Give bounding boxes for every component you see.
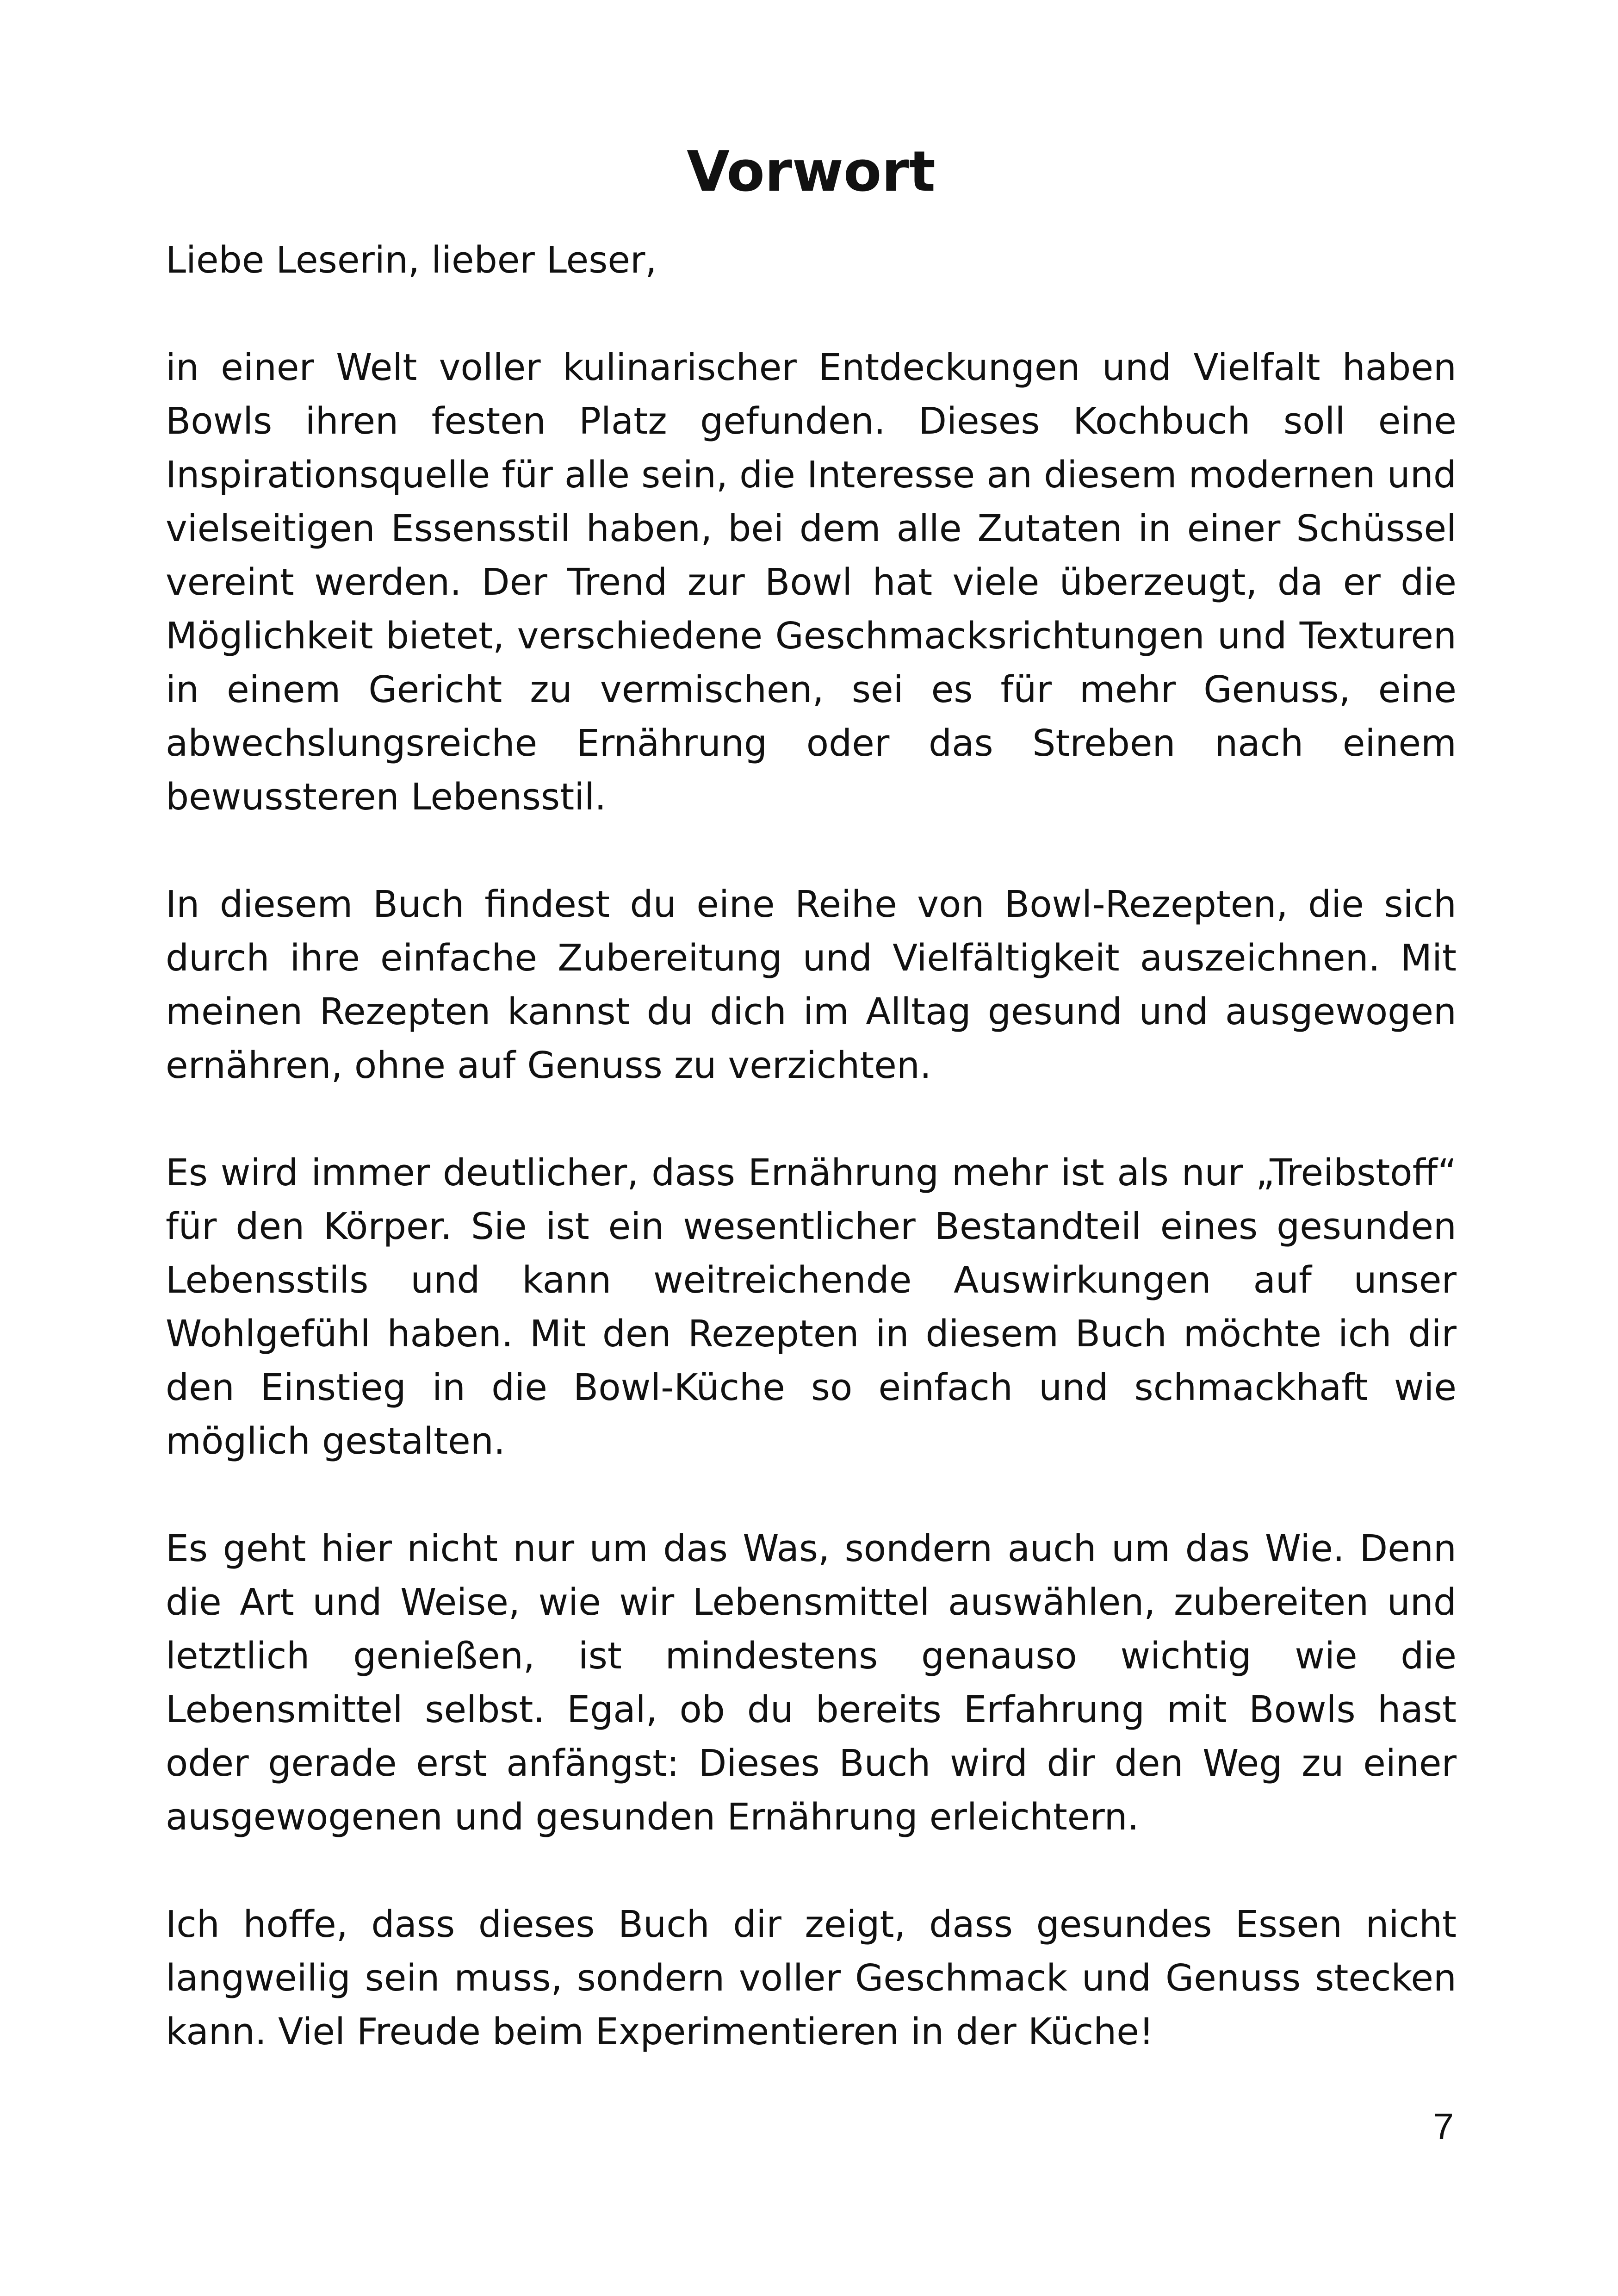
page-number: 7	[1433, 2106, 1454, 2147]
paragraph-3: Es wird immer deutlicher, dass Ernährung mehr ist als nur „Treibstoff“ für den Körper. Sie ist ein wesentlicher Bestandteil eines gesunden Lebensstils und kann weitreichende Auswirkungen auf unser Wohlgefühl haben. Mit den Rezepten in diesem Buch möchte ich dir den Einstieg in die Bowl-Küche so einfach und schmackhaft wie möglich gestalten.	[166, 1151, 1457, 1462]
paragraph-5: Ich hoffe, dass dieses Buch dir zeigt, dass gesundes Essen nicht langweilig sein muss, sondern voller Geschmack und Genuss stecken kann. Viel Freude beim Experimentieren in der Küche!	[166, 1903, 1457, 2053]
salutation: Liebe Leserin, lieber Leser,	[166, 239, 657, 281]
page-title: Vorwort	[687, 140, 936, 204]
paragraph-2: In diesem Buch findest du eine Reihe von Bowl-Rezepten, die sich durch ihre einfache Zubereitung und Vielfältigkeit auszeichnen. Mit meinen Rezepten kannst du dich im Alltag gesund und ausgewogen ernähren, ohne auf Genuss zu verzichten.	[166, 883, 1457, 1087]
page-content	[166, 139, 1457, 2059]
paragraph-4: Es geht hier nicht nur um das Was, sondern auch um das Wie. Denn die Art und Weise, wie wir Lebensmittel auswählen, zubereiten und letztlich genießen, ist mindestens genauso wichtig wie die Lebensmittel selbst. Egal, ob du bereits Erfahrung mit Bowls hast oder gerade erst anfängst: Dieses Buch wird dir den Weg zu einer ausgewogenen und gesunden Ernährung erleichtern.	[166, 1527, 1457, 1838]
paragraph-1: in einer Welt voller kulinarischer Entdeckungen und Vielfalt haben Bowls ihren festen Platz gefunden. Dieses Kochbuch soll eine Inspirationsquelle für alle sein, die Interesse an diesem modernen und vielseitigen Essensstil haben, bei dem alle Zutaten in einer Schüssel vereint werden. Der Trend zur Bowl hat viele überzeugt, da er die Möglichkeit bietet, verschiedene Geschmacksrichtungen und Texturen in einem Gericht zu vermischen, sei es für mehr Genuss, eine abwechslungsreiche Ernährung oder das Streben nach einem bewussteren Lebensstil.	[166, 346, 1457, 818]
